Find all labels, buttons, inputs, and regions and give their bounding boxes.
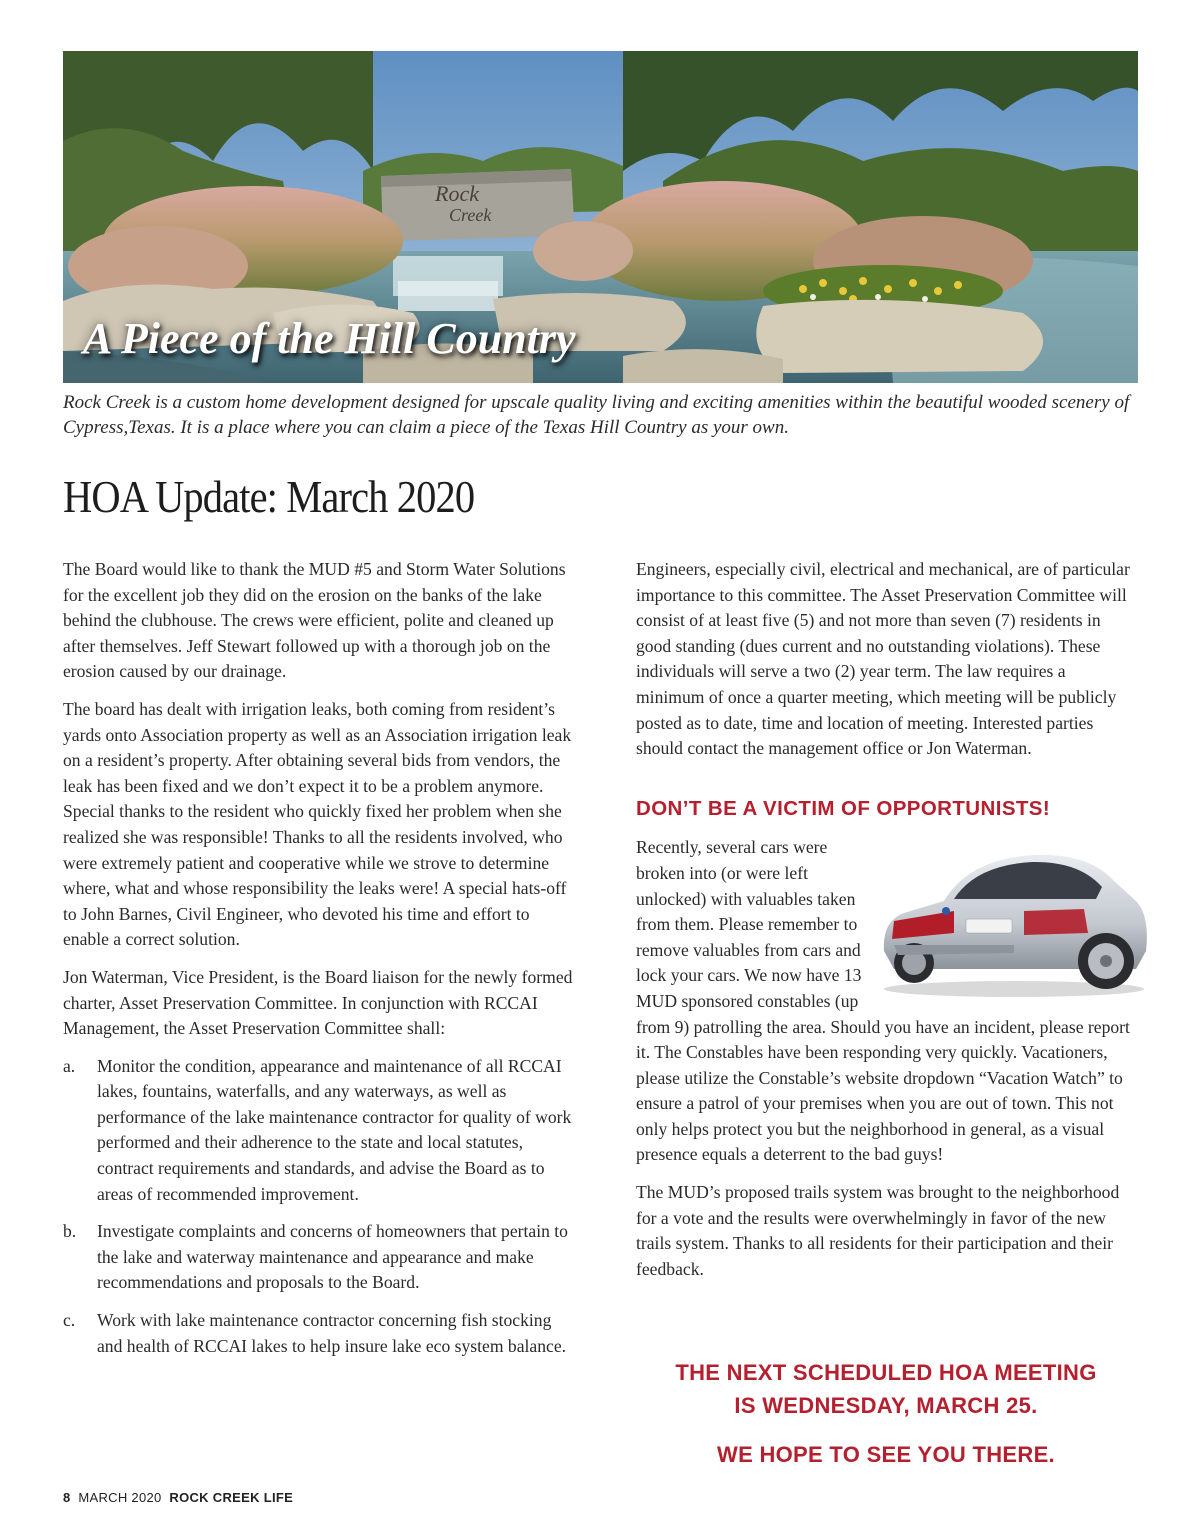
announcement-line-1: THE NEXT SCHEDULED HOA MEETING (675, 1360, 1097, 1385)
announcement-line-2: IS WEDNESDAY, MARCH 25. (734, 1393, 1038, 1418)
hero-title: A Piece of the Hill Country (83, 314, 576, 363)
committee-duties-list (63, 1054, 573, 1360)
sign-rock-text: Rock (435, 181, 479, 206)
paragraph-asset-committee: Jon Waterman, Vice President, is the Board liaison for the newly formed charter, Asset Preservation Committee. In conjunction with RCCAI Management, the Asset Preservation Committee shall: (63, 966, 573, 1039)
paragraph-committee-details: Engineers, especially civil, electrical and mechanical, are of particular importance to this committee. The Asset Preservation Committee will consist of at least five (5) and not more than seven (7) residents in good standing (dues current and no outstanding violations). These individuals will serve a two (2) year term. The law requires a minimum of once a quarter meeting, which meeting will be publicly posted as to date, time and location of meeting. Interested parties should contact the management office or Jon Waterman. (636, 559, 1130, 759)
footer-date: MARCH 2020 (78, 1490, 162, 1505)
announcement-line-3: WE HOPE TO SEE YOU THERE. (717, 1442, 1055, 1467)
list-marker: b. (63, 1221, 77, 1242)
right-column (636, 557, 1136, 1294)
list-item (63, 1054, 573, 1208)
list-item-text: Investigate complaints and concerns of homeowners that pertain to the lake and waterway maintenance and appearance and make recommendations and proposals to the Board. (97, 1221, 568, 1293)
list-item (63, 1219, 573, 1296)
publication-name: ROCK CREEK LIFE (169, 1490, 294, 1505)
page-title: HOA Update: March 2020 (63, 471, 475, 522)
list-marker: a. (63, 1055, 76, 1076)
list-item-text: Monitor the condition, appearance and maintenance of all RCCAI lakes, fountains, waterfalls, and any waterways, as well as performance of the lake maintenance contractor for quality of work performed and their adherence to the state and local statutes, contract requirements and standards, and advise the Board as to areas of recommended improvement. (97, 1055, 572, 1204)
hero-photo (63, 51, 1138, 383)
list-item-text: Work with lake maintenance contractor concerning fish stocking and health of RCCAI lakes to help insure lake eco system balance. (97, 1310, 567, 1356)
hero-caption: Rock Creek is a custom home development designed for upscale quality living and exciting amenities within the beautiful wooded scenery of Cypress,Texas. It is a place where you can claim a piece of the Texas Hill Country as your own. (63, 392, 1130, 438)
silver-car-image (874, 841, 1152, 1001)
page-number: 8 (63, 1490, 71, 1505)
paragraph-irrigation-leaks: The board has dealt with irrigation leaks, both coming from resident’s yards onto Association property as well as an Association irrigation leak on a resident’s property. After obtaining several bids from vendors, the leak has been fixed and we don’t expect it to be a problem anymore. Special thanks to the resident who quickly fixed her problem when she realized she was responsible! Thanks to all the residents involved, who were extremely patient and cooperative while we strove to determine where, what and whose responsibility the leaks were! A special hats-off to John Barnes, Civil Engineer, who devoted his time and effort to enable a correct solution. (63, 698, 572, 950)
list-item (63, 1308, 573, 1359)
left-column (63, 557, 573, 1371)
sign-creek-text: Creek (449, 205, 492, 225)
paragraph-thanks-mud: The Board would like to thank the MUD #5 and Storm Water Solutions for the excellent job they did on the erosion on the banks of the lake behind the clubhouse. The crews were efficient, polite and cleaned up after themselves. Jeff Stewart followed up with a thorough job on the erosion caused by our drainage. (63, 559, 566, 682)
paragraph-trails: The MUD’s proposed trails system was brought to the neighborhood for a vote and the results were overwhelmingly in favor of the new trails system. Thanks to all residents for their participation and their feedback. (636, 1182, 1120, 1279)
car-breakins-text: Recently, several cars were broken into (or were left unlocked) with valuables taken from them. Please remember to remove valuables from cars and lock your cars. We now have 13 MUD sponsored constables (up from 9) patrolling the area. Should you have an incident, please report it. The Constables have been responding very quickly. Vacationers, please utilize the Constable’s website dropdown “Vacation Watch” to ensure a patrol of your premises when you are out of town. This not only helps protect you but the neighborhood in general, as a visual presence equals a deterrent to the bad guys! (636, 837, 1130, 1165)
list-marker: c. (63, 1310, 76, 1331)
section-heading-opportunists: DON’T BE A VICTIM OF OPPORTUNISTS! (636, 796, 1051, 820)
paragraph-car-breakins (636, 835, 1136, 1168)
meeting-announcement (636, 1356, 1136, 1471)
page-footer (63, 1490, 293, 1505)
